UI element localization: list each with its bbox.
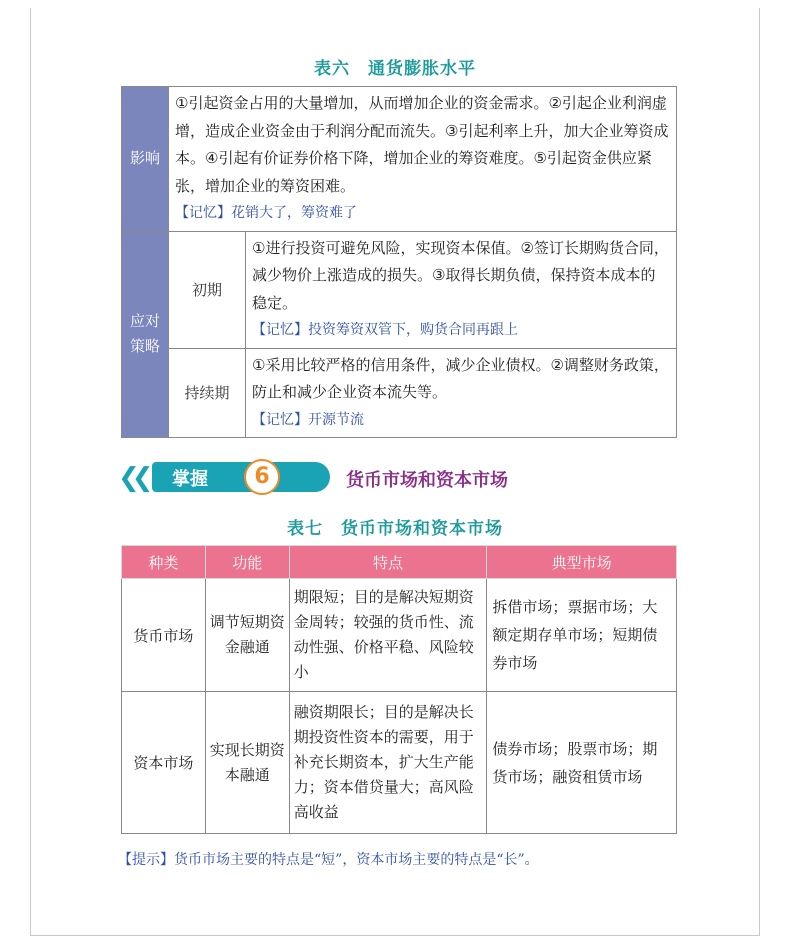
market-table-header <box>122 546 677 579</box>
impact-row <box>122 87 677 232</box>
initial-memo <box>252 317 670 345</box>
impact-text: ①引起资金占用的大量增加，从而增加企业的资金需求。②引起企业利润虚增，造成企业资金由于利润分配而流失。③引起利率上升，加大企业筹资成本。④引起有价证券价格下降，增加企业的筹资难度。⑤引起资金供应紧张，增加企业的筹资困难。 <box>175 94 669 195</box>
impact-memo-text: 花销大了，筹资难了 <box>231 205 357 221</box>
strategy-label: 应对策略 <box>122 231 169 438</box>
section-title: 货币市场和资本市场 <box>346 470 508 491</box>
sustained-memo-text: 开源节流 <box>308 411 364 428</box>
tip-note <box>118 849 539 869</box>
market-table <box>121 545 677 834</box>
header-function: 功能 <box>205 546 289 579</box>
tip-tag: 【提示】 <box>118 852 174 868</box>
initial-memo-tag: 【记忆】 <box>252 322 308 338</box>
table6-title: 表六 通货膨胀水平 <box>314 59 476 79</box>
row-markets: 拆借市场；票据市场；大额定期存单市场；短期债券市场 <box>487 579 677 692</box>
sustained-memo-tag: 【记忆】 <box>252 411 308 428</box>
sustained-text: ①采用比较严格的信用条件，减少企业债权。②调整财务政策，防止和减少企业资本流失等。 <box>252 355 669 401</box>
strategy-initial-row <box>122 231 677 348</box>
double-chevron-icon: ❮❮ <box>118 463 146 493</box>
initial-cell <box>246 231 677 348</box>
sustained-cell <box>246 348 677 438</box>
inflation-table <box>121 86 677 438</box>
table-row <box>122 692 677 834</box>
initial-label: 初期 <box>169 231 246 348</box>
impact-memo <box>175 200 670 228</box>
initial-memo-text: 投资筹资双管下，购货合同再跟上 <box>308 322 518 338</box>
impact-label: 影响 <box>122 87 169 232</box>
table7-title: 表七 货币市场和资本市场 <box>287 519 503 539</box>
sustained-memo <box>252 407 670 435</box>
strategy-sustained-row <box>122 348 677 438</box>
row-function: 调节短期资金融通 <box>205 579 289 692</box>
initial-text: ①进行投资可避免风险，实现资本保值。②签订长期购货合同，减少物价上涨造成的损失。③取得长期负债，保持资本成本的稳定。 <box>252 238 669 312</box>
impact-cell <box>169 87 677 232</box>
row-function: 实现长期资本融通 <box>205 692 289 834</box>
table-row <box>122 579 677 692</box>
row-features: 融资期限长；目的是解决长期投资性资本的需要，用于补充长期资本，扩大生产能力；资本借贷量大；高风险高收益 <box>289 692 487 834</box>
header-type: 种类 <box>122 546 206 579</box>
section-number: 6 <box>244 459 280 495</box>
row-type: 货币市场 <box>122 579 206 692</box>
row-features: 期限短；目的是解决短期资金周转；较强的货币性、流动性强、价格平稳、风险较小 <box>289 579 487 692</box>
section-header <box>118 458 678 498</box>
row-markets: 债券市场；股票市场；期货市场；融资租赁市场 <box>487 692 677 834</box>
row-type: 资本市场 <box>122 692 206 834</box>
section-badge-text: 掌握 <box>172 469 208 490</box>
tip-text: 货币市场主要的特点是“短”，资本市场主要的特点是“长”。 <box>174 852 539 868</box>
sustained-label: 持续期 <box>169 348 246 438</box>
header-markets: 典型市场 <box>487 546 677 579</box>
section-badge <box>152 462 330 492</box>
impact-memo-tag: 【记忆】 <box>175 205 231 221</box>
header-features: 特点 <box>289 546 487 579</box>
